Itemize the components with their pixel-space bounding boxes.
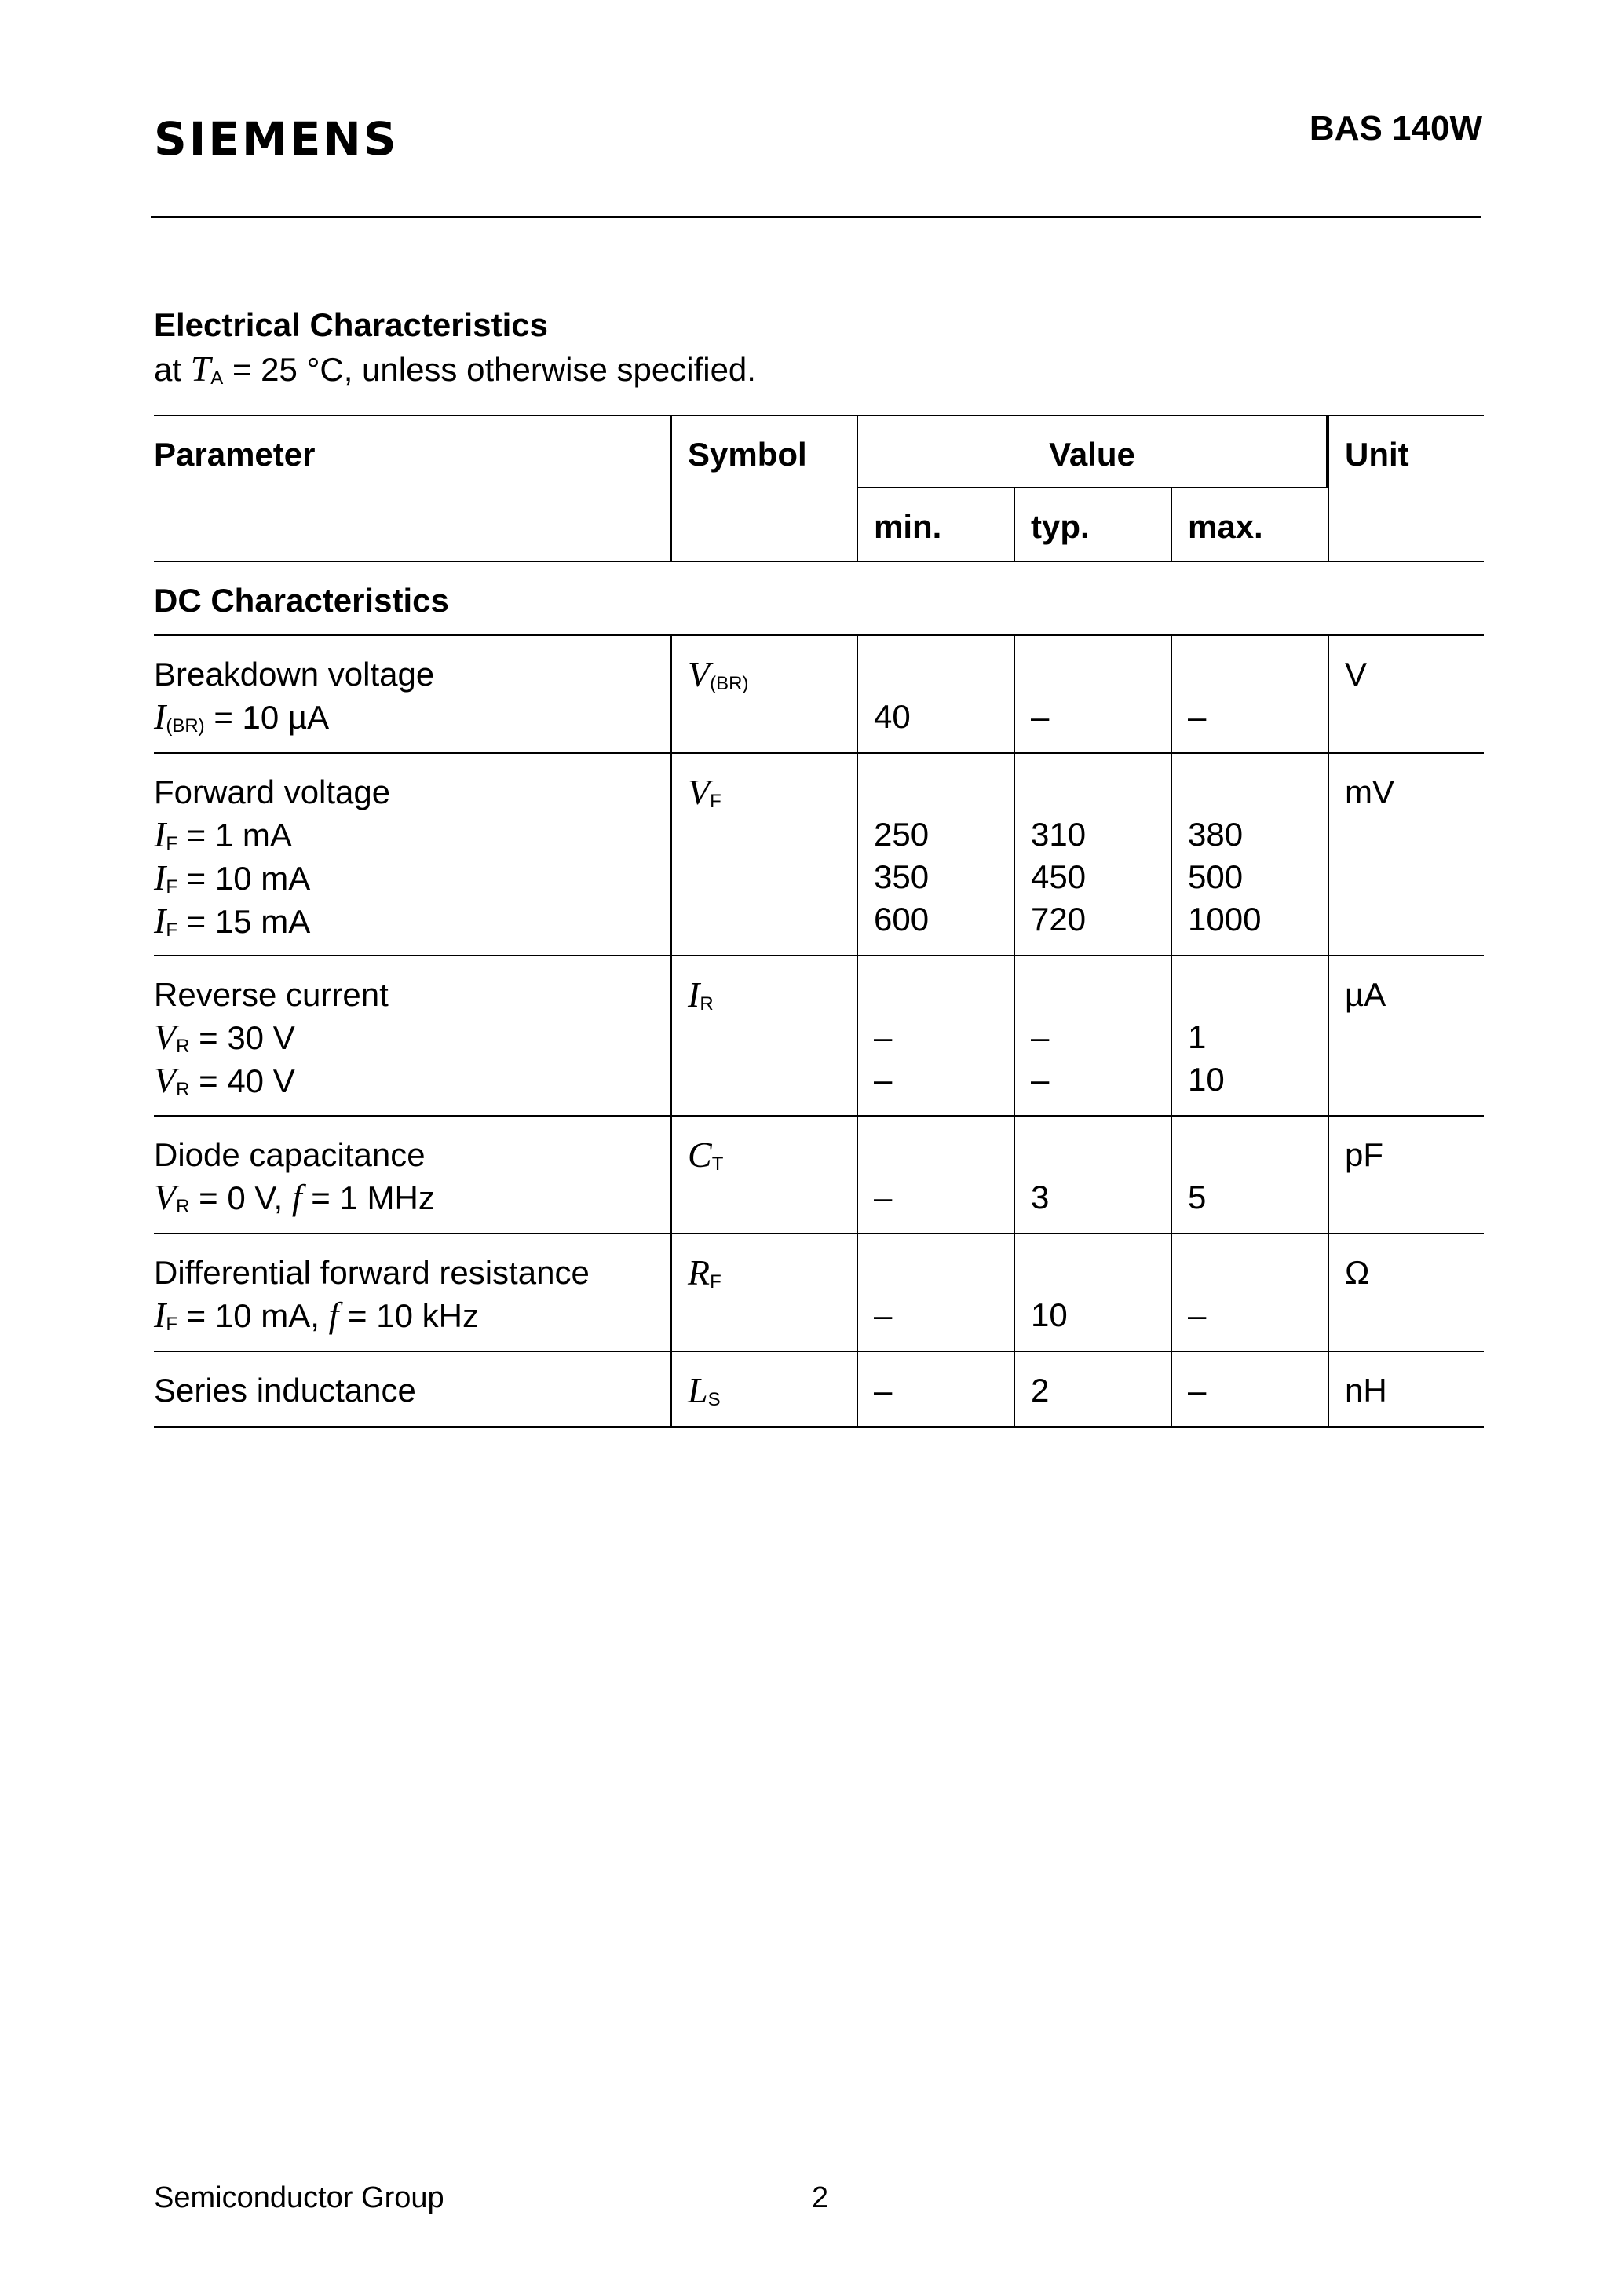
header-min: min. bbox=[857, 488, 1014, 561]
typ-value-cell bbox=[1014, 754, 1171, 955]
symbol-cell bbox=[670, 636, 857, 752]
symbol-cell bbox=[670, 1234, 857, 1351]
parameter-cell bbox=[154, 754, 670, 955]
table-row bbox=[154, 1352, 1484, 1428]
symbol-subscript: S bbox=[707, 1389, 721, 1410]
min-value: 350 bbox=[874, 858, 930, 895]
test-condition bbox=[154, 857, 670, 900]
symbol-letter: I bbox=[688, 974, 700, 1015]
max-value: 5 bbox=[1188, 1179, 1207, 1216]
header-parameter: Parameter bbox=[154, 436, 316, 473]
symbol-cell bbox=[670, 1352, 857, 1426]
header-symbol: Symbol bbox=[670, 416, 857, 561]
min-value-cell bbox=[857, 1352, 1014, 1426]
min-value-cell bbox=[857, 1234, 1014, 1351]
unit-cell: nH bbox=[1328, 1352, 1484, 1426]
condition-text: = 0 V, bbox=[189, 1179, 292, 1216]
condition-symbol-2: f bbox=[328, 1295, 339, 1335]
symbol-letter: C bbox=[688, 1135, 712, 1175]
table-header-row bbox=[154, 415, 1484, 488]
unit-cell: V bbox=[1328, 636, 1484, 752]
test-condition bbox=[154, 1059, 670, 1102]
header-typ: typ. bbox=[1014, 488, 1171, 561]
symbol-subscript: F bbox=[710, 791, 721, 812]
min-value: – bbox=[874, 1179, 893, 1216]
typ-value: 3 bbox=[1031, 1179, 1050, 1216]
max-value: – bbox=[1188, 698, 1207, 735]
max-value-cell bbox=[1171, 956, 1328, 1115]
characteristics-table bbox=[154, 415, 1484, 1428]
test-condition bbox=[154, 1176, 670, 1219]
condition-text: = 10 mA bbox=[177, 860, 311, 897]
header-divider bbox=[151, 216, 1481, 218]
symbol-subscript: T bbox=[711, 1153, 724, 1175]
group-row bbox=[154, 562, 1484, 636]
symbol-cell bbox=[670, 1117, 857, 1233]
table-row bbox=[154, 1117, 1484, 1234]
max-value-cell bbox=[1171, 1234, 1328, 1351]
max-value: 10 bbox=[1188, 1061, 1225, 1098]
unit-cell: Ω bbox=[1328, 1234, 1484, 1351]
condition-text: = 1 mA bbox=[177, 817, 292, 854]
parameter-name: Breakdown voltage bbox=[154, 656, 435, 693]
condition-subscript: F bbox=[166, 1314, 177, 1335]
symbol-letter: L bbox=[688, 1370, 708, 1410]
table-row bbox=[154, 956, 1484, 1117]
table-row bbox=[154, 636, 1484, 754]
test-condition bbox=[154, 900, 670, 943]
typ-value-cell bbox=[1014, 1234, 1171, 1351]
table-row bbox=[154, 1234, 1484, 1352]
max-value-cell bbox=[1171, 1352, 1328, 1426]
header-max: max. bbox=[1171, 488, 1328, 561]
parameter-cell bbox=[154, 1352, 670, 1426]
section-subtitle bbox=[154, 351, 756, 387]
test-condition bbox=[154, 813, 670, 857]
condition-text: = 10 µA bbox=[204, 699, 330, 736]
part-number: BAS 140W bbox=[1309, 109, 1482, 148]
section-title: Electrical Characteristics bbox=[154, 306, 548, 343]
symbol-subscript: (BR) bbox=[710, 673, 749, 694]
subtitle-temp-symbol: T bbox=[190, 349, 211, 389]
parameter-name: Reverse current bbox=[154, 976, 389, 1013]
unit-cell: pF bbox=[1328, 1117, 1484, 1233]
typ-value: – bbox=[1031, 1018, 1050, 1055]
condition-symbol: I bbox=[154, 696, 166, 737]
symbol-subscript: R bbox=[700, 993, 714, 1015]
max-value: 500 bbox=[1188, 858, 1244, 895]
typ-value: – bbox=[1031, 698, 1050, 735]
max-value: 1000 bbox=[1188, 901, 1262, 938]
group-label: DC Characteristics bbox=[154, 582, 449, 619]
test-condition bbox=[154, 1016, 670, 1059]
condition-text-2: = 1 MHz bbox=[301, 1179, 435, 1216]
condition-text: = 40 V bbox=[189, 1062, 295, 1099]
condition-text: = 15 mA bbox=[177, 903, 311, 940]
symbol-subscript: F bbox=[710, 1271, 721, 1292]
condition-text: = 30 V bbox=[189, 1019, 295, 1056]
typ-value: 2 bbox=[1031, 1372, 1050, 1409]
siemens-logo: SIEMENS bbox=[154, 112, 399, 166]
condition-symbol: V bbox=[154, 1177, 177, 1217]
condition-symbol: V bbox=[154, 1017, 177, 1057]
typ-value: 10 bbox=[1031, 1296, 1068, 1333]
condition-subscript: F bbox=[166, 876, 177, 898]
max-value-cell bbox=[1171, 1117, 1328, 1233]
min-value: 250 bbox=[874, 816, 930, 853]
subtitle-prefix: at bbox=[154, 351, 191, 388]
symbol-cell bbox=[670, 754, 857, 955]
condition-subscript: R bbox=[176, 1036, 190, 1057]
condition-subscript: (BR) bbox=[166, 715, 205, 737]
condition-symbol: V bbox=[154, 1060, 177, 1100]
min-value: – bbox=[874, 1018, 893, 1055]
min-value: – bbox=[874, 1061, 893, 1098]
parameter-name: Forward voltage bbox=[154, 773, 391, 810]
unit-cell: mV bbox=[1328, 754, 1484, 955]
table-row bbox=[154, 754, 1484, 956]
parameter-cell bbox=[154, 1234, 670, 1351]
parameter-name: Diode capacitance bbox=[154, 1136, 426, 1173]
condition-symbol: I bbox=[154, 814, 166, 854]
subtitle-suffix: = 25 °C, unless otherwise specified. bbox=[223, 351, 756, 388]
table-subheader-row bbox=[154, 488, 1484, 562]
parameter-cell bbox=[154, 956, 670, 1115]
parameter-cell bbox=[154, 1117, 670, 1233]
condition-symbol-2: f bbox=[291, 1177, 302, 1217]
condition-symbol: I bbox=[154, 857, 166, 898]
min-value-cell bbox=[857, 636, 1014, 752]
header-unit: Unit bbox=[1328, 416, 1484, 561]
unit-cell: µA bbox=[1328, 956, 1484, 1115]
min-value: – bbox=[874, 1296, 893, 1333]
header-value: Value bbox=[857, 416, 1328, 488]
symbol-cell bbox=[670, 956, 857, 1115]
typ-value: 720 bbox=[1031, 901, 1087, 938]
typ-value: 450 bbox=[1031, 858, 1087, 895]
condition-symbol: I bbox=[154, 1295, 166, 1335]
min-value-cell bbox=[857, 1117, 1014, 1233]
condition-text: = 10 mA, bbox=[177, 1297, 329, 1334]
test-condition bbox=[154, 1294, 670, 1337]
max-value: 1 bbox=[1188, 1018, 1207, 1055]
symbol-letter: R bbox=[688, 1252, 711, 1292]
typ-value-cell bbox=[1014, 1352, 1171, 1426]
footer-company: Semiconductor Group bbox=[154, 2181, 444, 2214]
typ-value: – bbox=[1031, 1061, 1050, 1098]
symbol-letter: V bbox=[688, 772, 711, 812]
typ-value-cell bbox=[1014, 956, 1171, 1115]
max-value: – bbox=[1188, 1296, 1207, 1333]
condition-subscript: R bbox=[176, 1079, 190, 1100]
typ-value: 310 bbox=[1031, 816, 1087, 853]
typ-value-cell bbox=[1014, 636, 1171, 752]
max-value-cell bbox=[1171, 636, 1328, 752]
parameter-cell bbox=[154, 636, 670, 752]
min-value-cell bbox=[857, 956, 1014, 1115]
max-value-cell bbox=[1171, 754, 1328, 955]
condition-subscript: F bbox=[166, 833, 177, 854]
condition-subscript: F bbox=[166, 919, 177, 941]
parameter-name: Differential forward resistance bbox=[154, 1254, 590, 1291]
max-value: 380 bbox=[1188, 816, 1244, 853]
symbol-letter: V bbox=[688, 654, 711, 694]
condition-symbol: I bbox=[154, 901, 166, 941]
max-value: – bbox=[1188, 1372, 1207, 1409]
min-value-cell bbox=[857, 754, 1014, 955]
min-value: – bbox=[874, 1372, 893, 1409]
min-value: 40 bbox=[874, 698, 911, 735]
min-value: 600 bbox=[874, 901, 930, 938]
condition-subscript: R bbox=[176, 1196, 190, 1217]
table-body bbox=[154, 636, 1484, 1428]
test-condition bbox=[154, 696, 670, 739]
typ-value-cell bbox=[1014, 1117, 1171, 1233]
parameter-name: Series inductance bbox=[154, 1372, 416, 1409]
condition-text-2: = 10 kHz bbox=[338, 1297, 479, 1334]
subtitle-temp-subscript: A bbox=[210, 367, 224, 389]
page-number: 2 bbox=[812, 2181, 829, 2214]
